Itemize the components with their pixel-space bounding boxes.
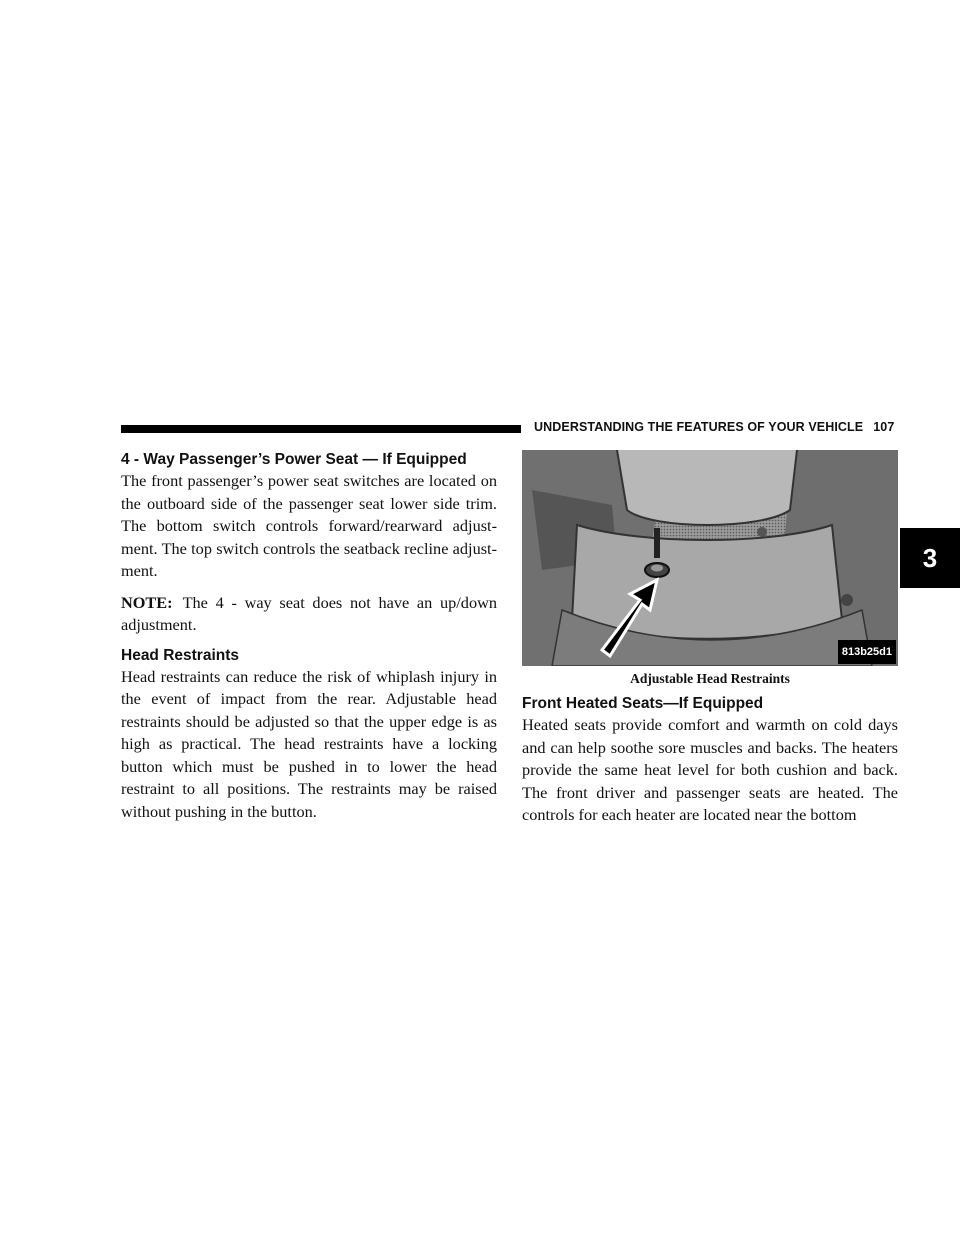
section-heading-heated-seats: Front Heated Seats—If Equipped [522, 695, 764, 712]
head-restraints-paragraph: Head restraints can reduce the risk of whiplash injury in the event of impact from the rear. Adjustable head restraints should be adjusted so that the upper edge is as high as practical. The head restraints have a locking button which must be pushed in to lower the head restraint to all positions. The restraints may be raised without pushing in the button. [121, 666, 497, 821]
heated-seats-paragraph: Heated seats provide comfort and warmth on cold days and can help soothe sore muscles and backs. The heaters provide the same heat level for both cushion and back. The front driver and passenger seats are heated. The controls for each heater are located near the bottom [522, 715, 898, 824]
note-text: The 4 - way seat does not have an up/down adjustment. [121, 592, 497, 634]
figure-caption: Adjustable Head Restraints [630, 671, 790, 686]
head-restraint-drawing [522, 450, 898, 666]
chapter-tab: 3 [900, 528, 960, 588]
section-heading-power-seat: 4 - Way Passenger’s Power Seat — If Equipped [121, 451, 467, 468]
left-column [121, 450, 497, 823]
section-heading-head-restraints: Head Restraints [121, 646, 240, 664]
page-number: 107 [873, 420, 895, 434]
header-title: UNDERSTANDING THE FEATURES OF YOUR VEHICLE [534, 420, 864, 434]
figure-id-label: 813b25d1 [838, 640, 896, 665]
note-label: NOTE: [121, 592, 173, 612]
power-seat-paragraph: The front passenger’s power seat switches are located on the outboard side of the passenger seat lower side trim. The bottom switch controls forward/rearward adjust-ment. The top switch controls the seatback recline adjust-ment. [121, 471, 497, 580]
note-paragraph [121, 592, 497, 637]
header-rule [121, 425, 521, 433]
head-restraint-illustration [522, 450, 898, 666]
right-column [522, 450, 898, 827]
running-header [534, 420, 904, 434]
